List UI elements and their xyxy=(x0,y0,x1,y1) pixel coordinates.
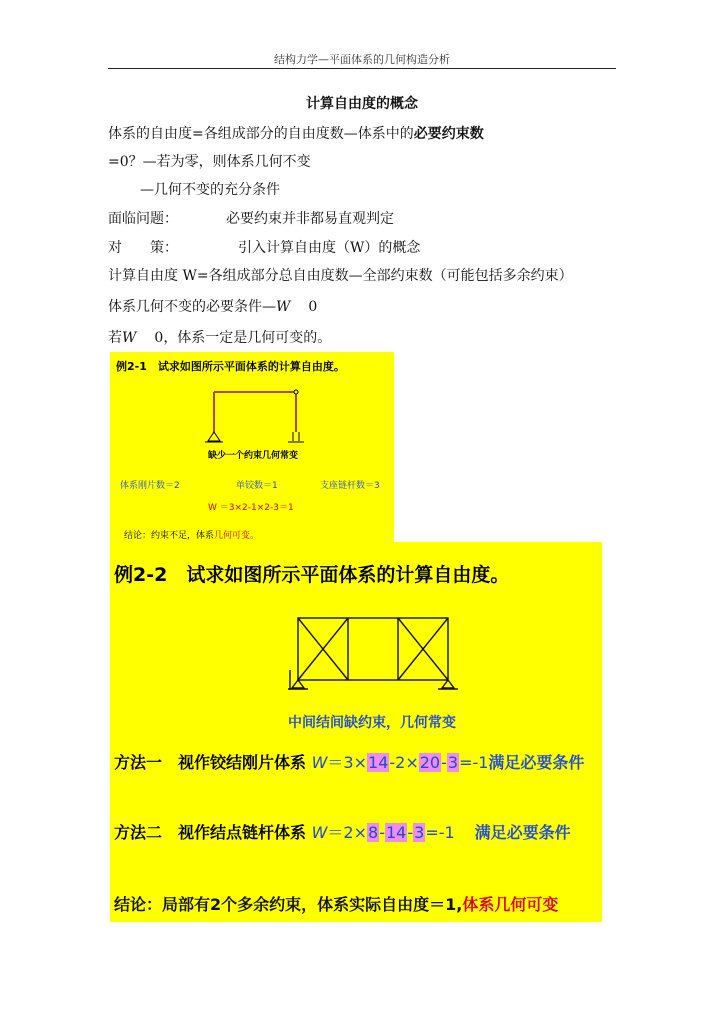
method-one-w: W xyxy=(311,753,328,772)
line-w-definition: 计算自由度 W=各组成部分总自由度数—全部约束数（可能包括多余约束） xyxy=(108,268,573,284)
method-two-part-c: - xyxy=(407,823,414,842)
problem-label: 面临问题： xyxy=(108,211,178,227)
method-one xyxy=(114,750,584,773)
method-one-part-a: ＝3× xyxy=(327,753,368,772)
left-pin-support xyxy=(208,432,220,441)
line-strategy xyxy=(108,237,420,257)
line-sufficient: —几何不变的充分条件 xyxy=(140,182,280,198)
method-two-hl-3: 3 xyxy=(414,823,425,842)
example-2-1-panel xyxy=(110,352,394,542)
method-two-hl-1: 8 xyxy=(368,823,379,842)
stat-support-links: 支座链杆数＝3 xyxy=(320,481,380,491)
method-two-w: W xyxy=(311,823,328,842)
variable-value: 0 xyxy=(154,330,164,346)
strategy-text: 引入计算自由度（W）的概念 xyxy=(238,240,421,256)
top-hinge xyxy=(294,390,298,394)
necessary-var: W xyxy=(276,299,291,315)
page-header: 结构力学—平面体系的几何构造分析 xyxy=(274,53,450,66)
example-2-2-truss-diagram xyxy=(284,610,464,694)
method-two-label: 方法二 视作结点链杆体系 xyxy=(114,823,307,842)
method-two-condition: 满足必要条件 xyxy=(474,823,571,842)
necessary-text: 体系几何不变的必要条件— xyxy=(108,299,276,315)
line-necessary xyxy=(108,296,317,316)
method-one-part-d: =-1 xyxy=(459,753,489,772)
example-2-1-title: 例2-1 试求如图所示平面体系的计算自由度。 xyxy=(116,360,345,373)
example-2-2-title: 例2-2 试求如图所示平面体系的计算自由度。 xyxy=(114,564,510,586)
method-one-hl-3: 3 xyxy=(447,753,459,772)
line-zero-check: =0？—若为零，则体系几何不变 xyxy=(108,154,311,170)
strategy-label-a: 对 xyxy=(108,240,122,256)
example-2-1-conclusion-red: 几何可变。 xyxy=(214,531,260,541)
header-rule xyxy=(108,68,616,69)
variable-var: W xyxy=(122,330,137,346)
variable-suffix: ，体系一定是几何可变的。 xyxy=(163,330,332,346)
stat-rigid-bodies: 体系刚片数＝2 xyxy=(120,481,180,491)
example-2-2-panel xyxy=(110,542,602,922)
definition-text: 体系的自由度=各组成部分的自由度数—体系中的 xyxy=(108,126,414,142)
left-support xyxy=(292,680,304,688)
line-problem xyxy=(108,208,394,228)
right-support xyxy=(442,680,454,688)
section-heading: 计算自由度的概念 xyxy=(306,96,418,112)
method-one-condition: 满足必要条件 xyxy=(488,753,585,772)
strategy-label-b: 策： xyxy=(150,240,178,256)
necessary-value: 0 xyxy=(308,299,318,315)
example-2-1-conclusion xyxy=(124,528,259,541)
method-two-part-b: - xyxy=(379,823,385,842)
example-2-1-frame-diagram xyxy=(200,384,310,448)
example-2-1-caption: 缺少一个约束几何常变 xyxy=(208,451,299,461)
example-2-1-conclusion-text: 结论：约束不足，体系 xyxy=(124,531,215,541)
example-2-2-conclusion xyxy=(114,892,558,915)
method-one-part-c: - xyxy=(441,753,447,772)
method-two-part-a: ＝2× xyxy=(327,823,368,842)
method-one-hl-1: 14 xyxy=(368,753,389,772)
stat-single-hinges: 单铰数＝1 xyxy=(236,481,278,491)
variable-prefix: 若 xyxy=(108,330,122,346)
method-two-hl-2: 14 xyxy=(385,823,407,842)
method-two-part-d: =-1 xyxy=(425,823,455,842)
example-2-2-conclusion-red: 体系几何可变 xyxy=(462,895,559,914)
line-definition xyxy=(108,123,484,143)
method-two xyxy=(114,820,571,843)
example-2-2-caption: 中间结间缺约束，几何常变 xyxy=(288,715,456,731)
method-one-hl-2: 20 xyxy=(419,753,441,772)
definition-bold: 必要约束数 xyxy=(413,126,484,142)
example-2-2-conclusion-text: 结论：局部有2个多余约束，体系实际自由度＝1, xyxy=(114,895,463,914)
method-one-part-b: -2× xyxy=(389,753,419,772)
example-2-1-formula: W ＝3×2-1×2-3＝1 xyxy=(208,503,294,513)
line-variable xyxy=(108,327,331,347)
problem-text: 必要约束并非都易直观判定 xyxy=(226,211,394,227)
method-one-label: 方法一 视作铰结刚片体系 xyxy=(114,753,307,772)
